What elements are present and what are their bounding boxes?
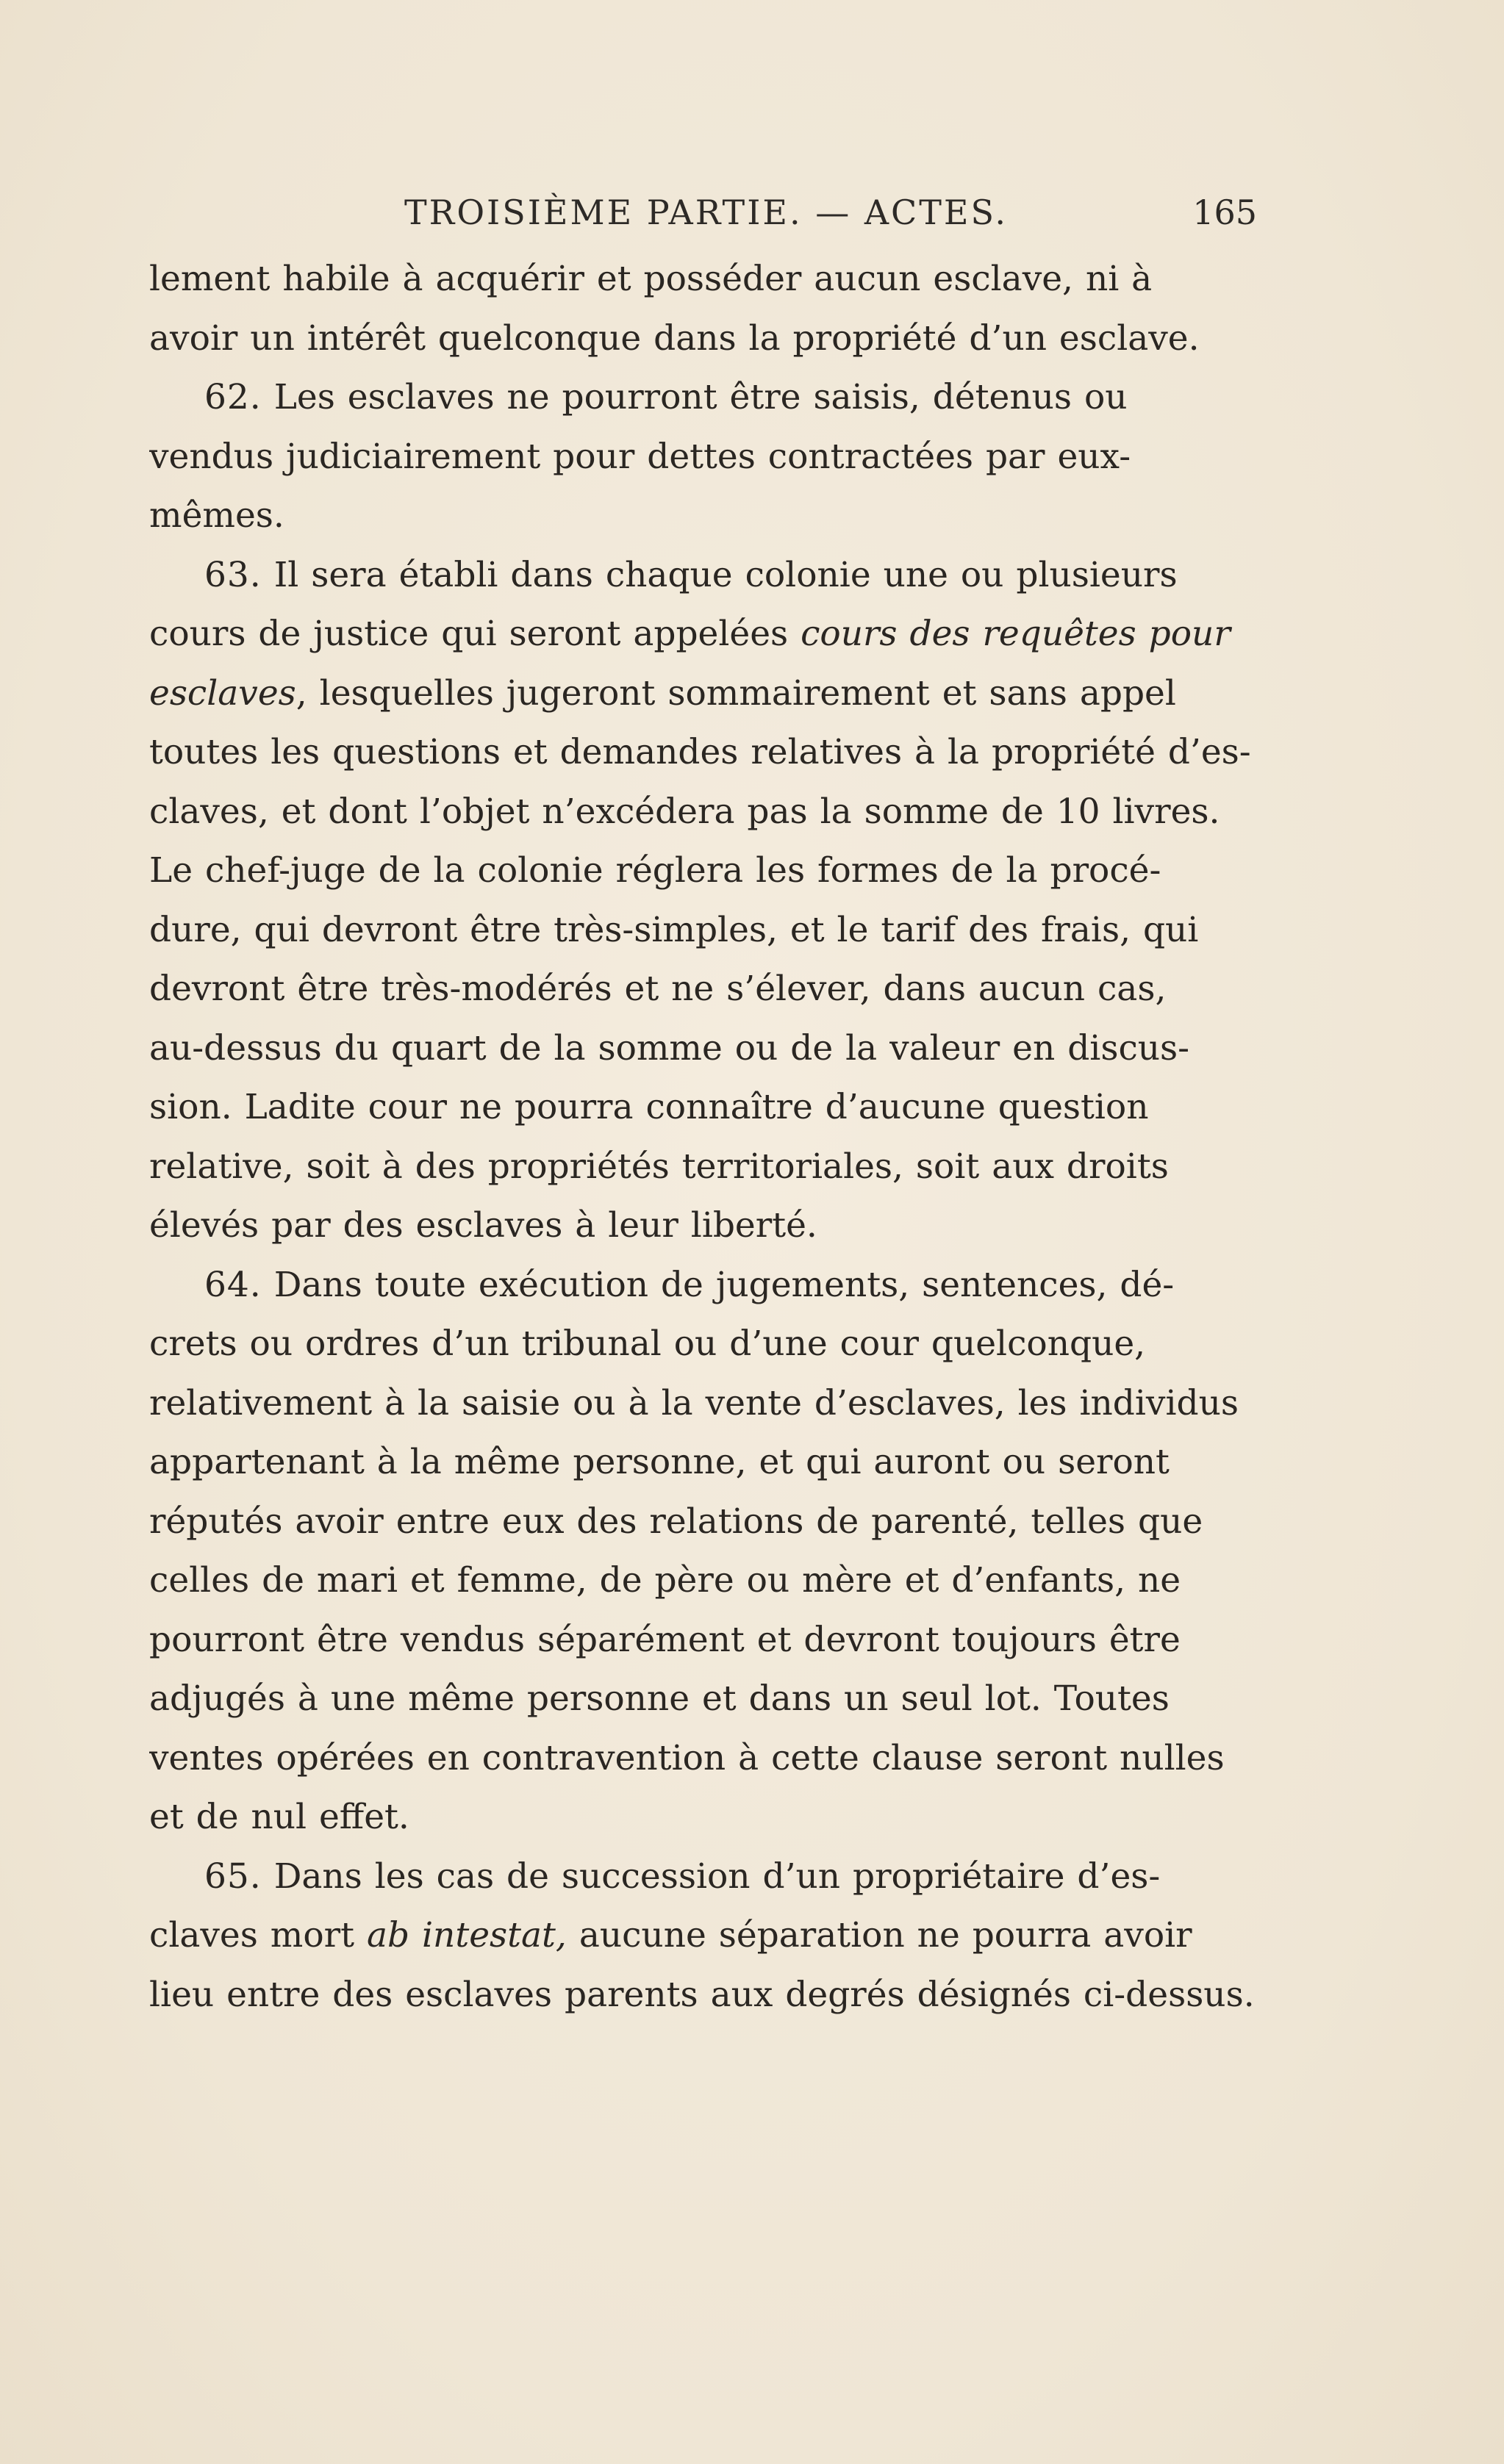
text-line: lieu entre des esclaves parents aux degrés désignés ci-dessus. <box>149 1974 1255 2015</box>
text-line <box>149 546 1259 606</box>
text-line <box>149 1906 1259 1966</box>
text-line: devront être très-modérés et ne s’élever, dans aucun cas, <box>149 969 1167 1009</box>
text-fragment: aucune séparation ne pourra avoir <box>566 1915 1192 1955</box>
text-fragment: claves mort <box>149 1915 367 1955</box>
article-64 <box>149 1256 1259 1847</box>
italic-term: esclaves <box>149 672 296 714</box>
italic-term: cours des requêtes pour <box>801 614 1231 654</box>
body-text <box>149 250 1259 2025</box>
text-fragment: Dans toute exécution de jugements, sentences, dé- <box>261 1264 1175 1305</box>
article-65 <box>149 1847 1259 2025</box>
text-line: appartenant à la même personne, et qui auront ou seront <box>149 1442 1170 1482</box>
text-line: sion. Ladite cour ne pourra connaître d’aucune question <box>149 1087 1149 1127</box>
text-line: dure, qui devront être très-simples, et le tarif des frais, qui <box>149 909 1199 950</box>
text-fragment: cours de justice qui seront appelées <box>149 614 801 654</box>
text-line: relative, soit à des propriétés territoriales, soit aux droits <box>149 1146 1169 1187</box>
article-number: 65. <box>204 1856 262 1897</box>
text-line: et de nul effet. <box>149 1797 409 1837</box>
text-fragment: Les esclaves ne pourront être saisis, détenus ou <box>261 377 1128 417</box>
article-63 <box>149 546 1259 1256</box>
text-line: crets ou ordres d’un tribunal ou d’une cour quelconque, <box>149 1323 1146 1364</box>
text-line <box>149 664 1259 724</box>
text-line: mêmes. <box>149 495 284 536</box>
text-line: pourront être vendus séparément et devront toujours être <box>149 1619 1181 1660</box>
text-line <box>149 1847 1259 1907</box>
text-fragment: , lesquelles jugeront sommairement et sans appel <box>296 672 1176 714</box>
article-number: 64. <box>204 1264 262 1305</box>
article-number: 62. <box>204 377 262 417</box>
text-line: au-dessus du quart de la somme ou de la valeur en discus- <box>149 1027 1190 1068</box>
continuation-paragraph <box>149 250 1259 368</box>
text-line <box>149 368 1259 428</box>
page-number: 165 <box>1192 193 1257 232</box>
text-line: claves, et dont l’objet n’excédera pas la somme de 10 livres. <box>149 791 1220 832</box>
text-fragment: Il sera établi dans chaque colonie une ou plusieurs <box>261 554 1178 595</box>
text-line: adjugés à une même personne et dans un seul lot. Toutes <box>149 1678 1170 1719</box>
text-fragment: Dans les cas de succession d’un propriétaire d’es- <box>261 1856 1161 1897</box>
running-title: TROISIÈME PARTIE. — ACTES. <box>404 193 1009 232</box>
text-line: vendus judiciairement pour dettes contractées par eux- <box>149 436 1131 477</box>
text-line: élevés par des esclaves à leur liberté. <box>149 1205 817 1246</box>
text-line: ventes opérées en contravention à cette clause seront nulles <box>149 1737 1225 1778</box>
text-line: avoir un intérêt quelconque dans la propriété d’un esclave. <box>149 317 1200 359</box>
text-line: Le chef-juge de la colonie réglera les formes de la procé- <box>149 850 1161 891</box>
text-line: relativement à la saisie ou à la vente d’esclaves, les individus <box>149 1382 1239 1423</box>
text-line: lement habile à acquérir et posséder aucun esclave, ni à <box>149 259 1153 299</box>
italic-term: ab intestat, <box>366 1915 567 1955</box>
article-number: 63. <box>204 554 262 595</box>
text-line: toutes les questions et demandes relatives à la propriété d’es- <box>149 732 1251 772</box>
text-line: celles de mari et femme, de père ou mère et d’enfants, ne <box>149 1560 1181 1601</box>
text-line <box>149 1256 1259 1315</box>
text-line: réputés avoir entre eux des relations de parenté, telles que <box>149 1501 1203 1542</box>
article-62 <box>149 368 1259 546</box>
text-line <box>149 605 1259 664</box>
running-header <box>154 193 1257 251</box>
